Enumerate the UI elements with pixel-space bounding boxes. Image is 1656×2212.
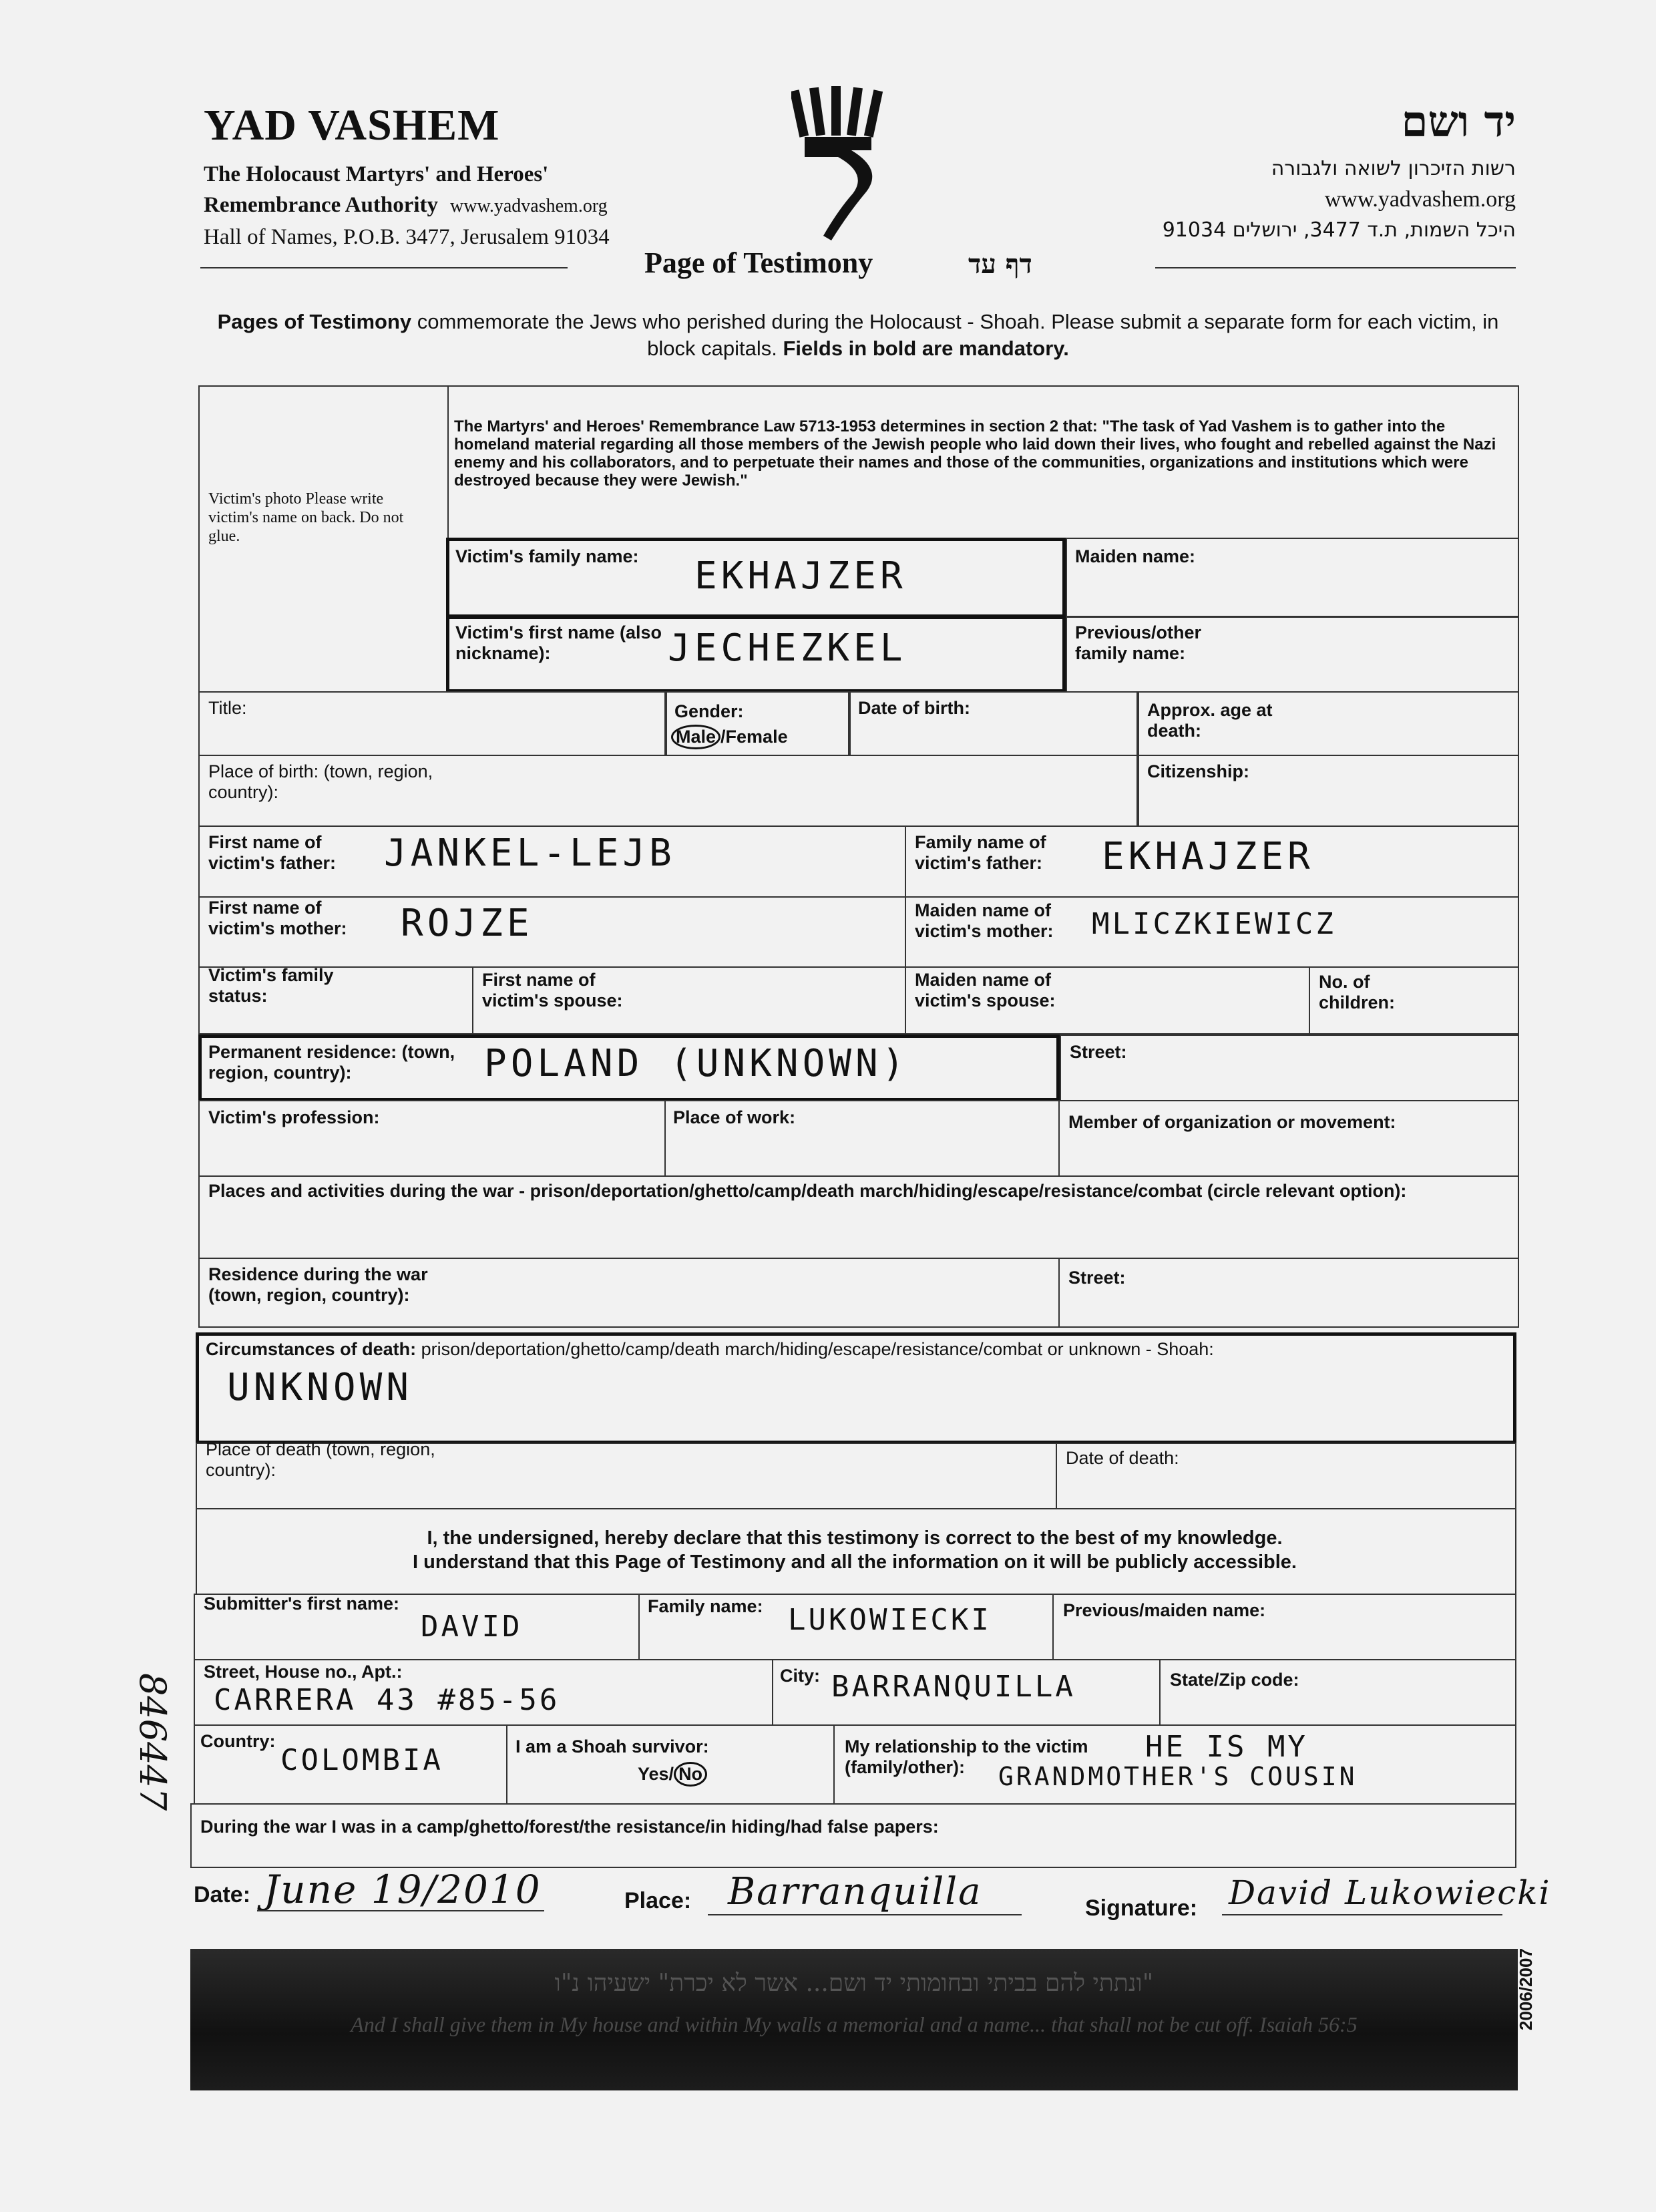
declaration-text: I, the undersigned, hereby declare that this testimony is correct to the best of my knowledge. I understand that this Page of Testimony and all the information on it will be publicly accessible. — [412, 1527, 1297, 1573]
place-label: Place: — [624, 1888, 692, 1913]
mother-maiden-name-value: MLICZKIEWICZ — [1092, 907, 1336, 941]
title-field[interactable] — [198, 691, 666, 756]
father-family-name-label: Family name of victim's father: — [915, 832, 1046, 873]
places-during-war-label: Places and activities during the war - prison/deportation/ghetto/camp/death march/hiding/escape/resistance/combat (circle relevant option): — [208, 1181, 1407, 1201]
circumstances-of-death-label: Circumstances of death: prison/deportation/ghetto/camp/death march/hiding/escape/resistance/combat or unknown - Shoah: — [206, 1339, 1214, 1359]
father-family-name-value: EKHAJZER — [1102, 835, 1314, 878]
intro-text: Pages of Testimony commemorate the Jews who perished during the Holocaust - Shoah. Please submit a separate form for each victim, in block capitals. Fields in bold are mandatory. — [217, 310, 1499, 360]
submitter-previous-name-label: Previous/maiden name: — [1063, 1600, 1266, 1620]
title-rule-left — [200, 267, 568, 268]
relationship-value-line1: HE IS MY — [1145, 1730, 1308, 1764]
banner-english-quote: And I shall give them in My house and within My walls a memorial and a name... that shall not be cut off. Isaiah 56:5 — [351, 2012, 1358, 2036]
submitter-street-label: Street, House no., Apt.: — [204, 1662, 403, 1682]
street-during-war-label: Street: — [1068, 1268, 1126, 1288]
organization-member-label: Member of organization or movement: — [1068, 1112, 1396, 1132]
submitter-city-label: City: — [780, 1666, 820, 1686]
survivor-no-circled[interactable]: No — [674, 1762, 707, 1787]
photo-note: Victim's photo Please write victim's name on back. Do not glue. — [208, 490, 404, 545]
family-name-label: Victim's family name: — [455, 546, 639, 566]
hebrew-org-line: רשות הזיכרון לשואה ולגבורה — [1271, 157, 1516, 180]
submitter-country-value: COLOMBIA — [280, 1743, 443, 1777]
date-of-birth-label: Date of birth: — [858, 698, 970, 718]
place-of-birth-label: Place of birth: (town, region, country): — [208, 761, 433, 802]
family-status-label: Victim's family status: — [208, 965, 334, 1006]
edition-label: 2006/2007 — [1516, 1948, 1536, 2030]
maiden-name-label: Maiden name: — [1075, 546, 1196, 566]
mother-first-name-label: First name of victim's mother: — [208, 898, 347, 938]
circumstances-of-death-value: UNKNOWN — [227, 1366, 413, 1409]
hebrew-org-name: יד ושם — [1401, 97, 1516, 147]
org-line-1: The Holocaust Martyrs' and Heroes' — [204, 162, 549, 186]
gender-male-circled[interactable]: Male — [671, 725, 720, 749]
margin-handwritten-number: 846447 — [132, 1673, 174, 1811]
family-name-value: EKHAJZER — [694, 554, 907, 598]
permanent-residence-value: POLAND (UNKNOWN) — [484, 1042, 909, 1085]
gender-label: Gender: — [674, 701, 744, 721]
residence-during-war-label: Residence during the war (town, region, country): — [208, 1264, 428, 1305]
form-title-hebrew: דף עד — [968, 248, 1032, 280]
place-of-death-label: Place of death (town, region, country): — [206, 1439, 435, 1480]
survivor-yes[interactable]: Yes/ — [638, 1764, 674, 1784]
citizenship-label: Citizenship: — [1147, 761, 1249, 781]
yad-vashem-logo-icon — [791, 83, 891, 244]
org-address: Hall of Names, P.O.B. 3477, Jerusalem 91034 — [204, 225, 610, 249]
permanent-residence-label: Permanent residence: (town, region, country): — [208, 1042, 455, 1083]
submitter-state-zip-label: State/Zip code: — [1170, 1670, 1299, 1690]
form-title: Page of Testimony — [644, 246, 873, 279]
signature-value: David Lukowiecki — [1229, 1873, 1551, 1912]
quote-banner — [190, 1949, 1518, 2090]
date-underline — [257, 1910, 544, 1911]
law-text: The Martyrs' and Heroes' Remembrance Law 5713-1953 determines in section 2 that: "The task of Yad Vashem is to gather into the homeland material regarding all those members of the Jewish people who laid down their lives, who fought and rebelled against the Nazi enemy and his collaborators, and to perpetuate their names and those of the communities, organizations and institutions which were destroyed because they were Jewish." — [454, 417, 1496, 490]
submitter-first-name-label: Submitter's first name: — [204, 1594, 399, 1614]
hebrew-url: www.yadvashem.org — [1324, 187, 1516, 212]
submitter-first-name-value: DAVID — [421, 1610, 523, 1644]
org-name: YAD VASHEM — [204, 101, 500, 150]
shoah-survivor-options — [638, 1762, 707, 1787]
title-label: Title: — [208, 698, 247, 718]
relationship-label: My relationship to the victim (family/other): — [845, 1736, 1088, 1777]
submitter-country-label: Country: — [200, 1731, 276, 1751]
submitter-street-value: CARRERA 43 #85-56 — [214, 1683, 560, 1717]
street-field[interactable] — [1060, 1035, 1519, 1101]
age-at-death-label: Approx. age at death: — [1147, 700, 1273, 741]
org-url: www.yadvashem.org — [450, 196, 608, 216]
gender-options — [671, 725, 788, 749]
banner-hebrew-quote: "ונתתי להם בביתי ובחומותי יד ושם... אשר לא יכרת" ישעיהו נ"ו — [554, 1970, 1154, 1997]
place-of-work-label: Place of work: — [673, 1107, 796, 1127]
org-line-2: Remembrance Authority www.yadvashem.org — [204, 193, 608, 217]
gender-female[interactable]: /Female — [720, 727, 788, 747]
place-underline — [708, 1914, 1022, 1915]
date-of-death-label: Date of death: — [1066, 1448, 1179, 1468]
signature-underline — [1222, 1914, 1502, 1915]
first-name-value: JECHEZKEL — [668, 626, 907, 670]
date-label: Date: — [194, 1882, 251, 1907]
children-count-label: No. of children: — [1319, 972, 1396, 1012]
street-label: Street: — [1070, 1042, 1127, 1062]
submitter-during-war-label: During the war I was in a camp/ghetto/forest/the resistance/in hiding/had false papers: — [200, 1817, 939, 1837]
place-value: Barranquilla — [728, 1870, 982, 1913]
previous-family-name-label: Previous/other family name: — [1075, 622, 1202, 663]
hebrew-address: היכל השמות, ת.ד 3477, ירושלים 91034 — [1162, 218, 1516, 242]
profession-label: Victim's profession: — [208, 1107, 380, 1127]
submitter-family-name-label: Family name: — [648, 1596, 763, 1616]
submitter-family-name-value: LUKOWIECKI — [788, 1603, 992, 1637]
header-left — [204, 100, 711, 252]
father-first-name-value: JANKEL-LEJB — [384, 832, 676, 875]
mother-first-name-value: ROJZE — [401, 902, 534, 945]
header-right — [1008, 97, 1516, 246]
father-first-name-label: First name of victim's father: — [208, 832, 336, 873]
submitter-city-value: BARRANQUILLA — [831, 1670, 1076, 1704]
submitter-state-zip-field[interactable] — [1159, 1659, 1516, 1726]
spouse-first-name-label: First name of victim's spouse: — [482, 970, 623, 1010]
shoah-survivor-label: I am a Shoah survivor: — [515, 1736, 709, 1757]
street-during-war-field[interactable] — [1058, 1258, 1519, 1328]
spouse-maiden-name-label: Maiden name of victim's spouse: — [915, 970, 1056, 1010]
title-rule-right — [1155, 267, 1516, 268]
date-value: June 19/2010 — [264, 1867, 542, 1912]
first-name-label: Victim's first name (also nickname): — [455, 622, 662, 663]
relationship-value-line2: GRANDMOTHER'S COUSIN — [998, 1762, 1358, 1791]
signature-label: Signature: — [1085, 1895, 1198, 1921]
mother-maiden-name-label: Maiden name of victim's mother: — [915, 900, 1054, 941]
